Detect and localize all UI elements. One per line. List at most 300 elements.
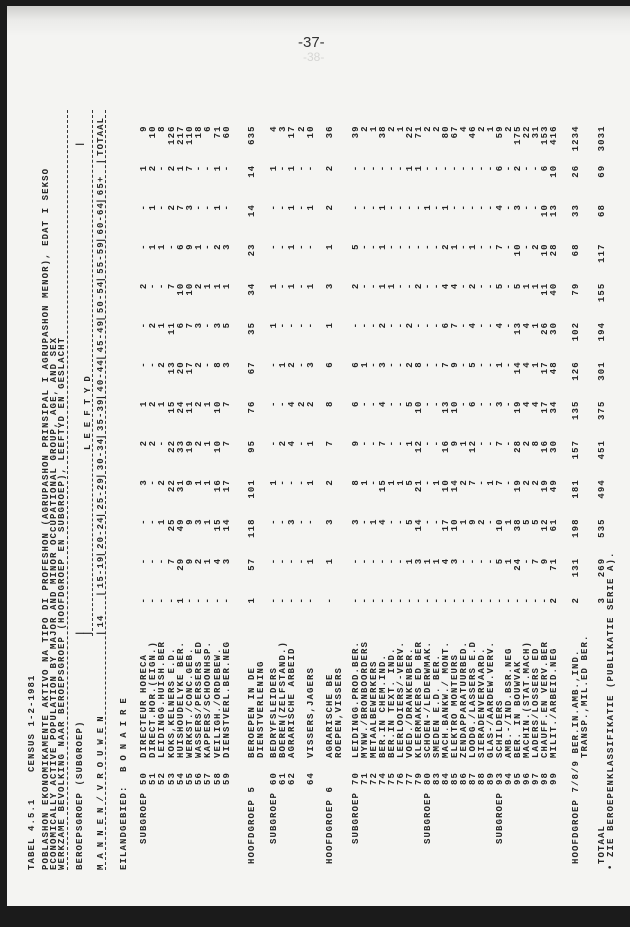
age-cell: - xyxy=(450,597,460,604)
age-cell: - xyxy=(396,439,406,447)
age-cell: - xyxy=(351,557,361,565)
age-cell: 7 xyxy=(495,479,505,486)
age-cell: 34 xyxy=(247,282,257,296)
age-cell: 4 xyxy=(441,282,451,290)
main-group-row xyxy=(325,110,344,870)
occupation-label: VISSERS,JAGERS xyxy=(305,666,316,758)
age-cell: 1 xyxy=(387,479,397,486)
age-cell: 1 xyxy=(175,164,186,172)
age-cell: 1 xyxy=(432,479,442,486)
age-cell: 3 xyxy=(305,361,316,368)
age-cell: 1 xyxy=(432,557,442,565)
age-cell: 7 xyxy=(531,557,541,565)
age-cell: - xyxy=(369,361,379,368)
age-cell: 2 xyxy=(325,479,335,486)
age-cell: 4 xyxy=(495,204,505,211)
age-cell: - xyxy=(396,282,406,290)
age-cell: 1 xyxy=(405,557,415,565)
age-cell: 1 xyxy=(269,282,279,290)
header-bottom-rule xyxy=(105,110,106,870)
age-cell: - xyxy=(396,557,406,565)
occupation-label: BER.IN.AMB.,IND. xyxy=(571,649,581,760)
age-cell: 71 xyxy=(549,557,559,571)
occupation-label: WASSERS/PERSERS ED xyxy=(194,640,205,758)
age-cell: - xyxy=(423,321,433,329)
age-cell: - xyxy=(221,164,232,172)
age-cell: - xyxy=(459,243,469,250)
age-cell: 14 xyxy=(414,518,424,532)
age-cell: 4 xyxy=(287,400,298,408)
age-cell: 8 xyxy=(414,361,424,368)
occupation-label: BOEREN(ZELFSTAND.) xyxy=(278,640,289,758)
age-cell: - xyxy=(203,204,214,211)
age-cell: - xyxy=(459,361,469,368)
age-cell: - xyxy=(139,243,149,250)
age-cell: - xyxy=(486,400,496,408)
age-cell: 7 xyxy=(441,361,451,368)
age-cell: - xyxy=(486,204,496,211)
age-cell: 8 xyxy=(531,439,541,447)
age-cell: - xyxy=(432,282,442,290)
occupation-label: ELEKTRO MONTEURS xyxy=(450,653,460,758)
age-cell: 1 xyxy=(287,282,298,290)
occupation-code: 53 xyxy=(166,772,177,786)
age-cell: - xyxy=(477,282,487,290)
age-cell: 1 xyxy=(414,164,424,172)
occupation-code: 59 xyxy=(221,772,232,786)
age-cell: 2 xyxy=(325,164,335,172)
age-header-rule xyxy=(92,110,93,636)
total-cell: 46 xyxy=(468,125,478,139)
age-cell: 7 xyxy=(185,164,195,172)
age-cell: 10 xyxy=(540,243,550,257)
occupation-label: DIRECT.HOR.(EIGN.) xyxy=(148,640,159,758)
age-cell: - xyxy=(360,597,370,604)
age-cell: 1 xyxy=(459,439,469,447)
occupation-code: 75 xyxy=(387,772,397,786)
age-cell: - xyxy=(504,439,514,447)
total-cell: 59 xyxy=(495,125,505,139)
occupation-label: SIERADENVERVAARD. xyxy=(477,647,487,758)
age-cell: - xyxy=(194,204,205,211)
age-cell: - xyxy=(387,400,397,408)
age-cell: 9 xyxy=(185,518,195,525)
total-cell: 38 xyxy=(378,125,388,139)
age-cell: 4 xyxy=(522,361,532,368)
age-cell: 61 xyxy=(549,518,559,532)
age-cell: - xyxy=(477,557,487,565)
age-cell: - xyxy=(423,164,433,172)
age-cell: 451 xyxy=(597,439,607,460)
age-cell: 23 xyxy=(247,243,257,257)
age-cell: - xyxy=(441,597,451,604)
age-cell: - xyxy=(296,557,307,565)
age-cell: - xyxy=(486,321,496,329)
age-cell: - xyxy=(148,361,159,368)
age-cell: 7 xyxy=(166,557,177,565)
age-cell: 7 xyxy=(325,439,335,447)
age-cell: 1 xyxy=(287,164,298,172)
age-cell: - xyxy=(486,164,496,172)
age-cell: - xyxy=(287,479,298,486)
occupation-code: 62 xyxy=(287,772,298,786)
total-cell: 1234 xyxy=(571,125,581,152)
age-cell: - xyxy=(278,479,289,486)
total-cell: 3031 xyxy=(597,125,607,152)
occupation-label: HUISHOUDELYKE BER. xyxy=(175,640,186,758)
age-cell: 101 xyxy=(247,479,257,499)
age-cell: 1 xyxy=(360,479,370,486)
age-cell: 1 xyxy=(305,479,316,486)
age-cell: - xyxy=(432,204,442,211)
age-cell: 57 xyxy=(247,557,257,571)
age-cell: 3 xyxy=(378,361,388,368)
age-cell: - xyxy=(278,518,289,525)
age-cell: 126 xyxy=(571,361,581,381)
occupation-label: MACH.BANKW./ MONT. xyxy=(441,640,451,758)
table-row xyxy=(307,110,316,870)
age-cell: - xyxy=(468,597,478,604)
age-cell: 1 xyxy=(360,361,370,368)
age-cell: 8 xyxy=(351,479,361,486)
age-cell: - xyxy=(203,164,214,172)
age-cell: 16 xyxy=(540,439,550,453)
age-cell: 1 xyxy=(305,282,316,290)
age-cell: - xyxy=(477,361,487,368)
age-cell: - xyxy=(139,557,149,565)
age-cell: 2 xyxy=(166,204,177,211)
age-cell: 5 xyxy=(405,479,415,486)
age-cell: 1 xyxy=(504,518,514,525)
age-cell: 26 xyxy=(571,164,581,178)
total-cell: 2 xyxy=(360,125,370,132)
age-cell: - xyxy=(396,361,406,368)
occupation-label-continued: TRANSP.,MIL.ED BER. xyxy=(580,634,590,758)
occupation-label: DIRECTEUR HORECA xyxy=(139,653,149,758)
age-cell: - xyxy=(269,400,279,408)
age-cell: - xyxy=(504,400,514,408)
age-cell: 17 xyxy=(185,361,195,375)
age-cell: 2 xyxy=(194,282,205,290)
age-cell: - xyxy=(369,243,379,250)
age-cell: 2 xyxy=(139,282,149,290)
group-label: SUBGROEP xyxy=(351,791,361,844)
occupation-label: GLAS-/AARDEW.VERV. xyxy=(486,640,496,758)
age-cell: 5 xyxy=(522,518,532,525)
age-cell: 14 xyxy=(221,518,232,532)
occupation-label: METAALBEWERKERS xyxy=(369,660,379,758)
age-cell: - xyxy=(296,361,307,368)
age-cell: - xyxy=(278,282,289,290)
age-cell: 3 xyxy=(495,400,505,408)
age-cell: 4 xyxy=(522,321,532,329)
age-cell: - xyxy=(387,164,397,172)
age-cell: 12 xyxy=(414,439,424,453)
age-cell: 29 xyxy=(175,557,186,571)
age-cell: 8 xyxy=(212,361,223,368)
title-dutch: WERKZAME BEVOLKING NAAR BEROEPSGROEP (HOOFDGROEP EN SUBGROEP), LEEFTYD EN GESLACHT xyxy=(57,336,67,870)
age-cell: 1 xyxy=(325,321,335,329)
age-cell: 1 xyxy=(287,243,298,250)
age-cell: 131 xyxy=(571,557,581,578)
age-cell: - xyxy=(148,282,159,290)
age-cell: 3 xyxy=(212,321,223,329)
occupation-label: LADERS/LOSSERS ED xyxy=(531,647,541,758)
age-cell: 4 xyxy=(212,557,223,565)
age-cell: - xyxy=(296,518,307,525)
age-cell: - xyxy=(486,361,496,368)
occupation-label: LEIDINGG.HUISH.BER xyxy=(157,640,168,758)
age-cell: - xyxy=(369,479,379,486)
occupation-label: MYNW./BRONBOORDERS xyxy=(360,640,370,758)
age-cell: - xyxy=(423,361,433,368)
age-cell: 24 xyxy=(513,557,523,571)
age-cell: 11 xyxy=(185,400,195,414)
occupation-label: KOKS,KELNERS E.D. xyxy=(166,647,177,758)
age-cell: 19 xyxy=(185,439,195,453)
occupation-code: 89 xyxy=(486,772,496,786)
age-cell: - xyxy=(387,597,397,604)
occupation-label: CHAUFF.EN VERV.BER xyxy=(540,640,550,758)
age-cell: 1 xyxy=(325,243,335,250)
age-cell: 4 xyxy=(522,400,532,408)
age-cell: - xyxy=(504,321,514,329)
age-cell: 3 xyxy=(513,204,523,211)
occupation-label: DIENSTVERL.BER.NEG xyxy=(221,640,232,758)
age-cell: 6 xyxy=(351,400,361,408)
occupation-code: 87 xyxy=(468,772,478,786)
age-cell: 10 xyxy=(414,400,424,414)
age-cell: 2 xyxy=(212,243,223,250)
age-cell: 95 xyxy=(247,439,257,453)
age-cell: - xyxy=(486,282,496,290)
age-cell: - xyxy=(387,243,397,250)
age-cell: 3 xyxy=(597,597,607,604)
age-cell: - xyxy=(139,518,149,525)
age-cell: - xyxy=(459,557,469,565)
age-cell: 1 xyxy=(531,282,541,290)
age-cell: - xyxy=(360,400,370,408)
total-cell: 153 xyxy=(540,125,550,145)
age-cell: - xyxy=(360,243,370,250)
total-cell: 2 xyxy=(504,125,514,132)
age-cell: - xyxy=(405,204,415,211)
age-cell: 4 xyxy=(287,439,298,447)
age-cell: - xyxy=(360,439,370,447)
age-cell: - xyxy=(221,204,232,211)
age-cell: - xyxy=(166,243,177,250)
age-cell: - xyxy=(305,164,316,172)
table-row xyxy=(550,110,559,870)
age-cell: 4 xyxy=(378,400,388,408)
age-cell: 1 xyxy=(396,479,406,486)
age-cell: 7 xyxy=(185,321,195,329)
age-cell: 2 xyxy=(414,282,424,290)
age-cell: 10 xyxy=(495,518,505,532)
region-name: BONAIRE xyxy=(119,692,129,772)
age-cell: - xyxy=(278,400,289,408)
age-cell: 17 xyxy=(221,479,232,493)
age-cell: 2 xyxy=(194,361,205,368)
total-cell: 8 xyxy=(157,125,168,132)
age-cell: - xyxy=(468,557,478,565)
total-cell: 2 xyxy=(423,125,433,132)
age-cell: - xyxy=(378,164,388,172)
age-cell: 10 xyxy=(450,400,460,414)
age-cell: 2 xyxy=(405,321,415,329)
age-cell: - xyxy=(405,243,415,250)
age-cell: 2 xyxy=(549,597,559,604)
age-cell: - xyxy=(287,597,298,604)
age-cell: - xyxy=(305,321,316,329)
age-cell: - xyxy=(194,164,205,172)
group-label: HOOFDGROEP 5 xyxy=(247,785,257,864)
age-cell: - xyxy=(296,243,307,250)
age-cell: - xyxy=(325,597,335,604)
occupation-code: 57 xyxy=(203,772,214,786)
age-cell: 9 xyxy=(450,361,460,368)
age-cell: - xyxy=(369,557,379,565)
occupation-label-continued: ROEPEN,VISSERS xyxy=(334,666,344,758)
occupation-label: ZENDAPPARATUURBED. xyxy=(459,640,469,758)
age-cell: - xyxy=(296,321,307,329)
age-cell: 5 xyxy=(495,282,505,290)
age-cell: - xyxy=(423,439,433,447)
age-cell: - xyxy=(432,518,442,525)
age-cell: 2 xyxy=(378,321,388,329)
age-cell: 11 xyxy=(166,321,177,335)
age-cell: - xyxy=(477,321,487,329)
age-cell: - xyxy=(459,597,469,604)
total-cell: 71 xyxy=(212,125,223,139)
age-cell: 1 xyxy=(405,439,415,447)
age-cell: 6 xyxy=(540,164,550,172)
age-cell: 181 xyxy=(571,479,581,499)
age-cell: - xyxy=(396,400,406,408)
age-cell: 3 xyxy=(194,321,205,329)
age-cell: 1 xyxy=(486,479,496,486)
age-cell: 4 xyxy=(468,321,478,329)
age-cell: - xyxy=(296,282,307,290)
total-cell: 1 xyxy=(396,125,406,132)
total-cell: 31 xyxy=(531,125,541,139)
age-cell: - xyxy=(351,321,361,329)
age-cell: - xyxy=(369,164,379,172)
age-cell: - xyxy=(369,400,379,408)
age-cell: - xyxy=(405,597,415,604)
age-cell: - xyxy=(459,282,469,290)
age-column-header: | TOTAAL xyxy=(97,117,106,165)
age-cell: 34 xyxy=(549,400,559,414)
age-cell: - xyxy=(139,361,149,368)
age-cell: 9 xyxy=(468,518,478,525)
group-column-header: BEROEPSGROEP (SUBGROEP) xyxy=(75,720,85,870)
age-cell: 6 xyxy=(441,321,451,329)
title-papiamentu: POBLASHON EKONOMIKAMENTE AKTIVO NA TIPO DI PROFESHON (AGRUPASHON PRINSIPAL I AGRUPASHON MENOR), EDAT I SEKSO xyxy=(41,167,51,870)
rotated-table xyxy=(10,110,630,870)
age-cell: - xyxy=(278,321,289,329)
age-cell: - xyxy=(185,597,195,604)
age-column-header: | 14 xyxy=(97,614,106,636)
occupation-code: 51 xyxy=(148,772,159,786)
age-cell: - xyxy=(477,164,487,172)
age-cell: 1 xyxy=(495,361,505,368)
age-cell: 2 xyxy=(194,439,205,447)
table-row xyxy=(288,110,297,870)
age-cell: - xyxy=(139,597,149,604)
occupation-label: VOED./DRANKENBER. xyxy=(405,647,415,758)
age-cell: - xyxy=(360,321,370,329)
age-cell: 2 xyxy=(325,204,335,211)
age-cell: 1 xyxy=(212,204,223,211)
age-cell: - xyxy=(396,204,406,211)
age-cell: - xyxy=(513,597,523,604)
age-cell: 3 xyxy=(287,518,298,525)
age-cell: 3 xyxy=(414,557,424,565)
age-cell: 1 xyxy=(305,439,316,447)
age-cell: - xyxy=(203,321,214,329)
age-cell: 9 xyxy=(185,557,195,565)
age-column-header: | 50-54 xyxy=(97,281,106,322)
age-cell: 9 xyxy=(185,479,195,486)
age-cell: 10 xyxy=(513,243,523,257)
age-column-header: | 25-29 xyxy=(97,477,106,518)
occupation-code: 72 xyxy=(369,772,379,786)
total-cell: 2 xyxy=(387,125,397,132)
age-cell: 5 xyxy=(351,243,361,250)
age-cell: 2 xyxy=(459,479,469,486)
age-cell: 16 xyxy=(441,439,451,453)
age-cell: - xyxy=(522,597,532,604)
occupation-code: 79 xyxy=(414,772,424,786)
age-cell: - xyxy=(477,243,487,250)
age-cell: 10 xyxy=(450,518,460,532)
age-cell: - xyxy=(432,243,442,250)
age-cell: 17 xyxy=(540,361,550,375)
age-cell: - xyxy=(522,204,532,211)
age-cell: 1 xyxy=(423,557,433,565)
age-cell: 1 xyxy=(203,479,214,486)
age-cell: - xyxy=(157,164,168,172)
age-cell: - xyxy=(450,164,460,172)
age-cell: 79 xyxy=(571,282,581,296)
age-column-header: | 30-34 xyxy=(97,438,106,479)
age-cell: 2 xyxy=(194,557,205,565)
age-cell: - xyxy=(269,243,279,250)
age-cell: 3 xyxy=(450,557,460,565)
age-cell: 3 xyxy=(139,479,149,486)
age-cell: 48 xyxy=(549,361,559,375)
age-cell: 7 xyxy=(378,439,388,447)
total-cell: 10 xyxy=(148,125,159,139)
occupation-code: 99 xyxy=(549,772,559,786)
age-cell: 2 xyxy=(513,164,523,172)
occupation-code: 61 xyxy=(278,772,289,786)
age-cell: 8 xyxy=(325,400,335,408)
age-cell: 2 xyxy=(296,400,307,408)
age-cell: 3 xyxy=(325,282,335,290)
age-cell: 19 xyxy=(540,479,550,493)
page-number: -37- xyxy=(298,34,325,51)
age-cell: - xyxy=(396,164,406,172)
age-cell: 9 xyxy=(450,439,460,447)
age-cell: 1 xyxy=(378,282,388,290)
age-cell: 13 xyxy=(549,204,559,218)
occupation-label: KLEERMAKERS ED BER xyxy=(414,640,424,758)
age-cell: 7 xyxy=(221,400,232,408)
age-cell: - xyxy=(269,204,279,211)
age-cell: - xyxy=(396,518,406,525)
